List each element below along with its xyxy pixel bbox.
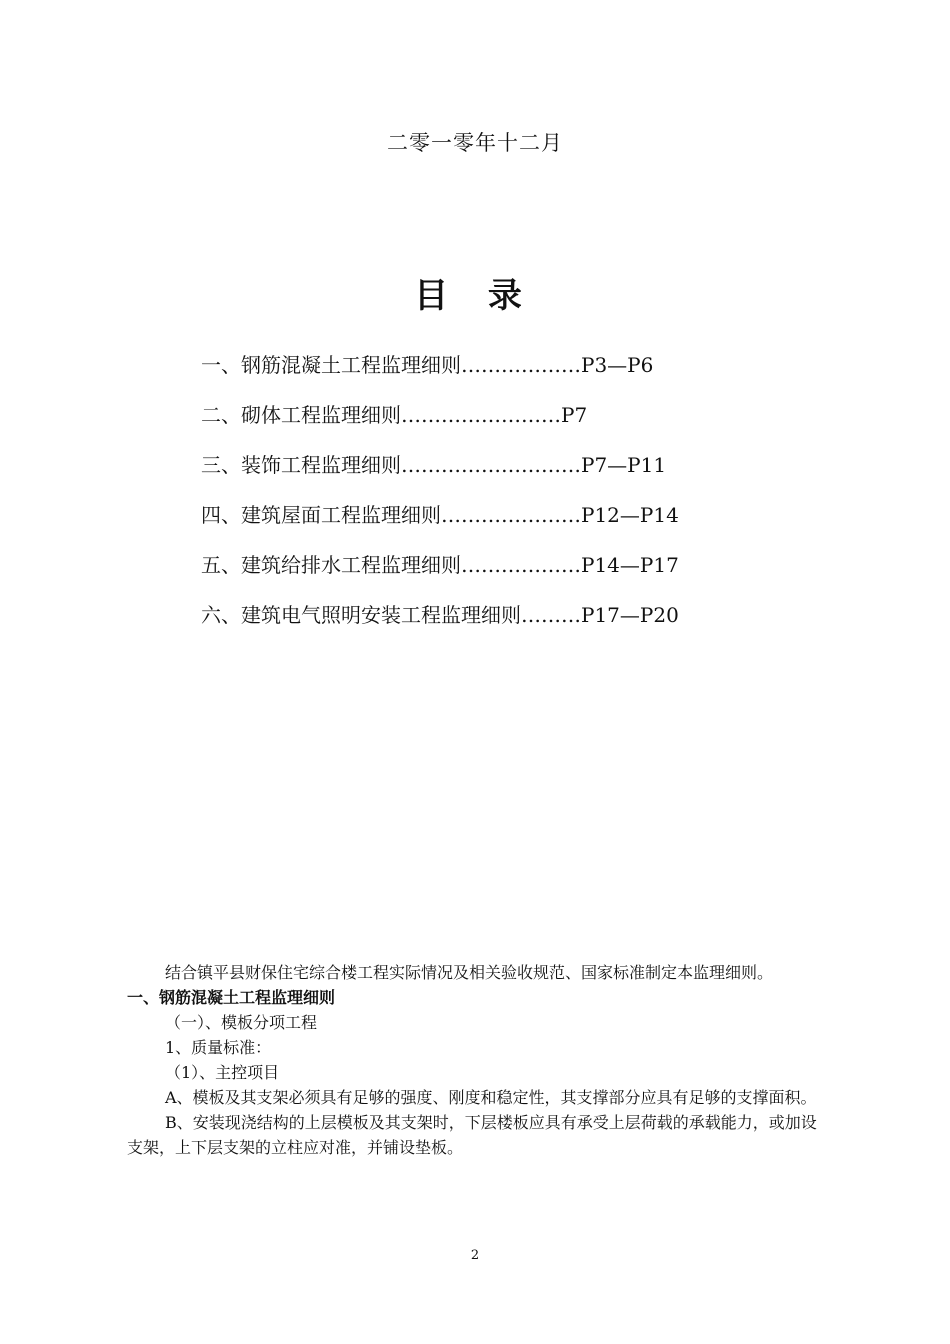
toc-item[interactable]: 二、砌体工程监理细则……………………P7 — [201, 403, 588, 427]
document-date: 二零一零年十二月 — [387, 131, 563, 155]
section-heading: 一、钢筋混凝土工程监理细则 — [127, 988, 336, 1007]
toc-item[interactable]: 一、钢筋混凝土工程监理细则………………P3—P6 — [201, 353, 654, 377]
toc-title: 目 录 — [414, 276, 536, 316]
document-body — [127, 960, 827, 1160]
toc-item[interactable]: 六、建筑电气照明安装工程监理细则………P17—P20 — [201, 603, 679, 627]
table-of-contents — [201, 350, 841, 650]
paragraph-a: A、模板及其支架必须具有足够的强度、刚度和稳定性，其支撑部分应具有足够的支撑面积。 — [165, 1088, 817, 1107]
item-heading: 1、质量标准： — [165, 1038, 272, 1057]
intro-paragraph: 结合镇平县财保住宅综合楼工程实际情况及相关验收规范、国家标准制定本监理细则。 — [165, 963, 774, 982]
subsection-heading: （一）、模板分项工程 — [165, 1013, 318, 1032]
toc-item[interactable]: 五、建筑给排水工程监理细则………………P14—P17 — [201, 553, 679, 577]
sub-item-heading: （1）、主控项目 — [165, 1063, 280, 1082]
page-number: 2 — [470, 1248, 480, 1263]
toc-item[interactable]: 四、建筑屋面工程监理细则…………………P12—P14 — [201, 503, 679, 527]
paragraph-b: B、安装现浇结构的上层模板及其支架时，下层楼板应具有承受上层荷载的承载能力，或加设支架，上下层支架的立柱应对准，并铺设垫板。 — [127, 1113, 817, 1157]
toc-item[interactable]: 三、装饰工程监理细则………………………P7—P11 — [201, 453, 667, 477]
